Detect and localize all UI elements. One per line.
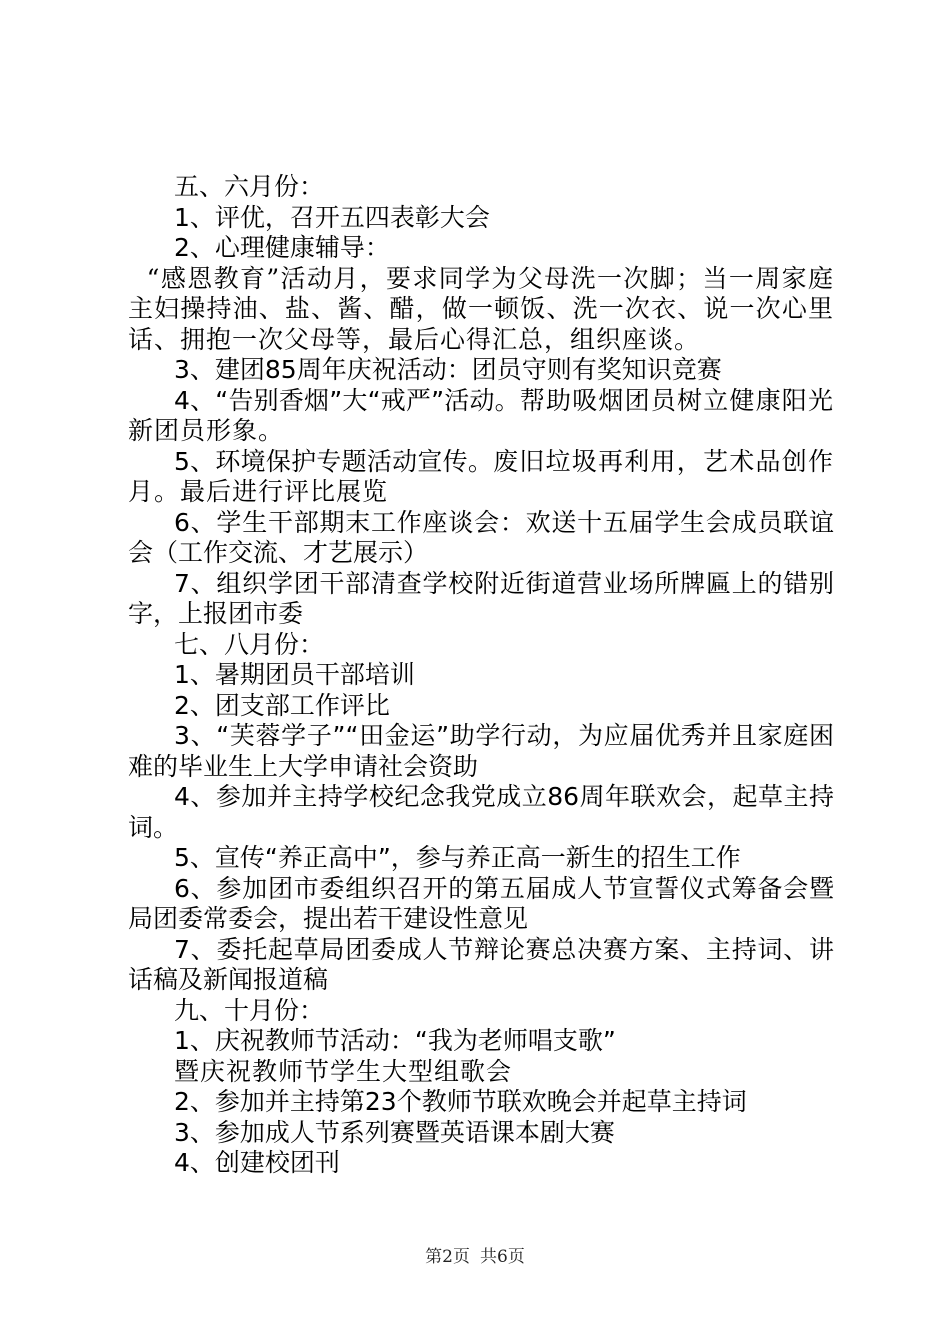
- section-heading-july-august: 七、八月份：: [174, 629, 325, 659]
- paragraph-lead-space: [128, 264, 147, 293]
- list-item: 2、参加并主持第23个教师节联欢晚会并起草主持词: [174, 1087, 747, 1116]
- list-item: 2、心理健康辅导：: [174, 233, 390, 262]
- page-number: 第2页: [425, 1247, 470, 1267]
- page-total: 共6页: [480, 1247, 525, 1267]
- list-item-tail: 废旧垃圾再利用，艺术品创作月。最后进行评比展览: [128, 446, 834, 506]
- list-item: [128, 447, 834, 508]
- list-item: 4、参加并主持学校纪念我党成立86周年联欢会，起草主持词。: [128, 782, 834, 842]
- list-item: 2、团支部工作评比: [174, 690, 390, 720]
- list-item: 6、学生干部期末工作座谈会：欢送十五届学生会成员联谊会（工作交流、才艺展示）: [128, 507, 834, 567]
- section-heading-sept-oct: 九、十月份：: [174, 995, 325, 1025]
- list-item-tail: 帮助吸烟团员树立健康阳光新团员形象。: [128, 385, 834, 445]
- list-item: 4、创建校团刊: [174, 1148, 340, 1177]
- list-item-continuation: 暨庆祝教师节学生大型组歌会: [174, 1056, 513, 1086]
- list-item: 1、评优，召开五四表彰大会: [174, 202, 490, 232]
- list-item: 3、建团85周年庆祝活动：团员守则有奖知识竞赛: [174, 355, 722, 384]
- list-item-head: 4、“告别香烟”大“戒严”活动。: [174, 385, 520, 415]
- list-item-head: 5、环境保护专题活动宣传。: [174, 446, 494, 476]
- paragraph-text: “感恩教育”活动月，要求同学为父母洗一次脚；当一周家庭主妇操持油、盐、酱、醋，做一顿饭、洗一次衣、说一次心里话、拥抱一次父母等，最后心得汇总，组织座谈。: [128, 263, 834, 354]
- list-item: 5、宣传“养正高中”，参与养正高一新生的招生工作: [174, 843, 741, 872]
- list-item: 7、组织学团干部清查学校附近街道营业场所牌匾上的错别字，上报团市委: [128, 568, 834, 628]
- paragraph-gratitude-education: [128, 264, 834, 356]
- document-body: [128, 172, 834, 1179]
- list-item: 3、参加成人节系列赛暨英语课本剧大赛: [174, 1117, 615, 1147]
- list-item: 7、委托起草局团委成人节辩论赛总决赛方案、主持词、讲话稿及新闻报道稿: [128, 934, 834, 994]
- list-item: 6、参加团市委组织召开的第五届成人节宣誓仪式筹备会暨局团委常委会，提出若干建设性意见: [128, 873, 834, 933]
- list-item: [128, 386, 834, 447]
- section-heading-may-june: 五、六月份：: [174, 172, 325, 201]
- list-item: 3、“芙蓉学子”“田金运”助学行动，为应届优秀并且家庭困难的毕业生上大学申请社会资助: [128, 721, 834, 781]
- list-item: 1、暑期团员干部培训: [174, 660, 415, 689]
- list-item: 1、庆祝教师节活动：“我为老师唱支歌”: [174, 1026, 616, 1055]
- page-footer: [0, 1242, 950, 1267]
